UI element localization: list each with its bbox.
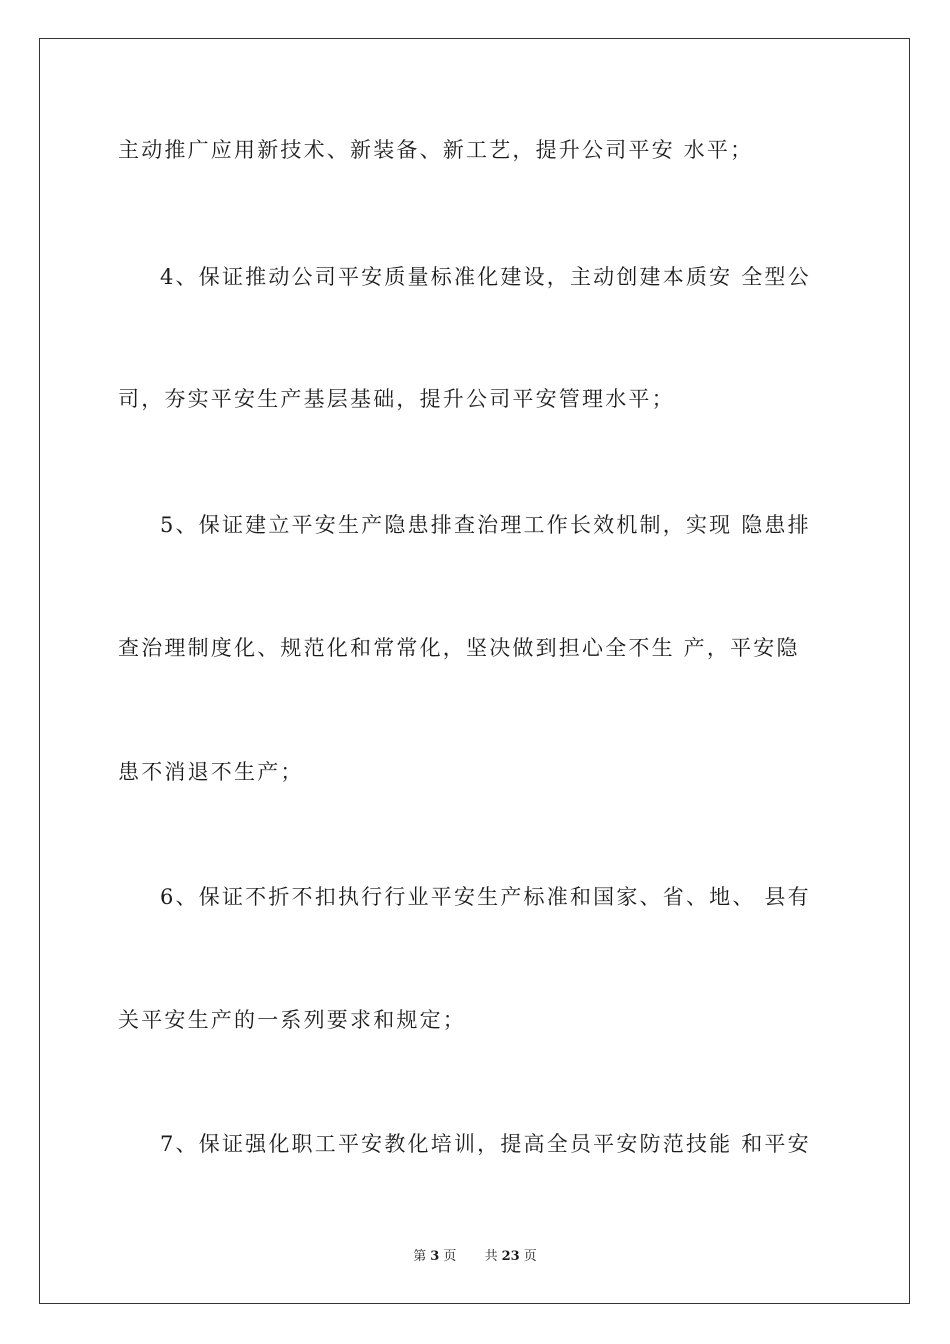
- paragraph-line-9: 7、保证强化职工平安教化培训，提高全员平安防范技能 和平安: [160, 1132, 811, 1156]
- page-frame: [39, 38, 910, 1304]
- page-number: 3: [430, 1249, 440, 1264]
- page-label-prefix: 第: [413, 1249, 427, 1264]
- total-label-prefix: 共: [484, 1249, 498, 1264]
- paragraph-line-6: 患不消退不生产；: [118, 760, 304, 784]
- paragraph-line-8: 关平安生产的一系列要求和规定；: [118, 1008, 466, 1032]
- paragraph-line-3: 司，夯实平安生产基层基础，提升公司平安管理水平；: [118, 387, 675, 411]
- page-label-suffix: 页: [443, 1249, 457, 1264]
- page-footer: [0, 1248, 950, 1266]
- paragraph-line-5: 查治理制度化、规范化和常常化，坚决做到担心全不生 产，平安隐: [118, 636, 800, 660]
- paragraph-line-4: 5、保证建立平安生产隐患排查治理工作长效机制，实现 隐患排: [160, 513, 811, 537]
- total-pages: 23: [501, 1249, 520, 1264]
- paragraph-line-7: 6、保证不折不扣执行行业平安生产标准和国家、省、地、 县有: [160, 885, 811, 909]
- total-label-suffix: 页: [523, 1249, 537, 1264]
- paragraph-line-2: 4、保证推动公司平安质量标准化建设，主动创建本质安 全型公: [160, 265, 811, 289]
- paragraph-line-1: 主动推广应用新技术、新装备、新工艺，提升公司平安 水平；: [118, 138, 754, 162]
